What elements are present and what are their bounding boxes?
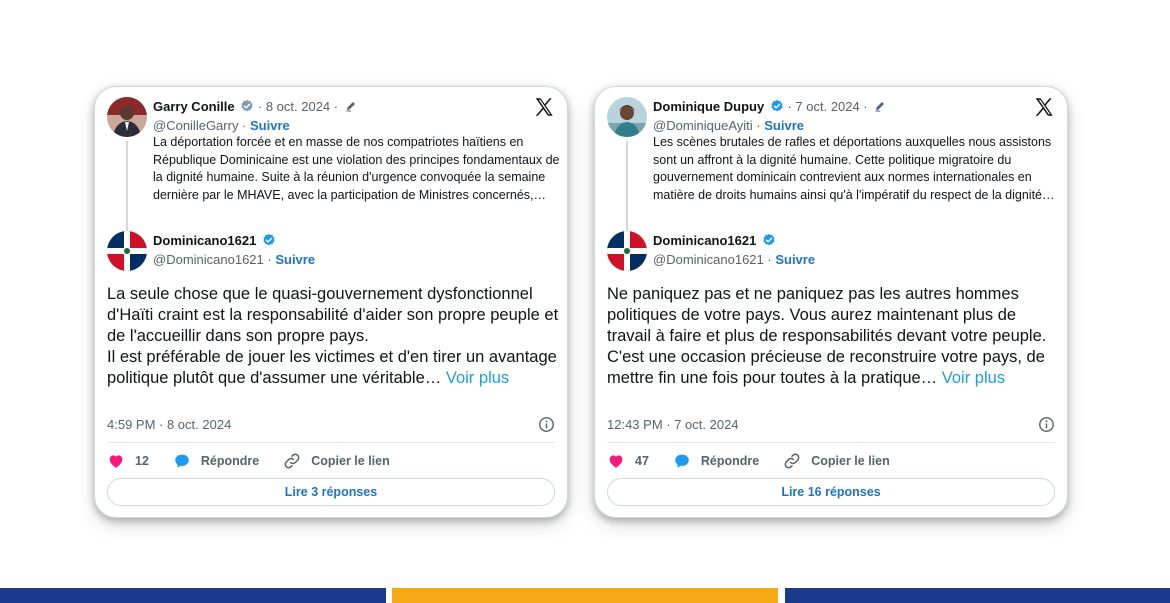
portrait-icon bbox=[607, 97, 647, 137]
reply-button[interactable] bbox=[673, 452, 759, 470]
avatar-garry-conille[interactable] bbox=[107, 97, 147, 137]
action-bar bbox=[107, 451, 414, 471]
follow-button[interactable]: Suivre bbox=[764, 118, 804, 133]
divider bbox=[607, 442, 1055, 443]
post-date[interactable]: · 8 oct. 2024 · bbox=[257, 99, 339, 114]
tweet-text bbox=[107, 284, 559, 389]
like-button[interactable] bbox=[107, 452, 149, 470]
read-replies-button[interactable]: Lire 16 réponses bbox=[607, 478, 1055, 506]
copy-link-label: Copier le lien bbox=[311, 454, 390, 468]
footer-bar-yellow bbox=[392, 588, 778, 603]
thread-line bbox=[126, 141, 128, 236]
author-name[interactable]: Garry Conille bbox=[153, 99, 235, 114]
link-icon bbox=[283, 452, 301, 470]
verified-badge-icon bbox=[262, 233, 276, 247]
tweet-body: La seule chose que le quasi-gouvernement dysfonctionnel d'Haïti craint est la responsabilité d'aider son propre peuple et de l'accueillir dans son propre pays. Il est préférable de jouer les victimes et d'en tirer un avantage politique plutôt que d'assumer une véritable… bbox=[107, 285, 559, 387]
author-handle[interactable]: @DominiqueAyiti · bbox=[653, 118, 761, 133]
tweet-text bbox=[607, 284, 1059, 389]
author-name[interactable]: Dominique Dupuy bbox=[653, 99, 765, 114]
tweet-timestamp[interactable]: 4:59 PM · 8 oct. 2024 bbox=[107, 417, 232, 432]
footer-bar-blue-left bbox=[0, 588, 386, 603]
reply-author-handle[interactable]: @Dominicano1621 · bbox=[153, 252, 272, 267]
dominican-flag-icon bbox=[607, 231, 647, 271]
post-date[interactable]: · 7 oct. 2024 · bbox=[787, 99, 868, 114]
tweet-body: Ne paniquez pas et ne paniquez pas les autres hommes politiques de votre pays. Vous aurez maintenant plus de travail à faire et plus de responsabilités devant votre peuple. C'est une occasion précieuse de reconstruire votre pays, de mettre fin une fois pour toutes à la pratique… bbox=[607, 285, 1047, 387]
footer-bar-blue-right bbox=[785, 588, 1170, 603]
x-logo-icon[interactable] bbox=[1033, 96, 1055, 118]
verified-badge-icon bbox=[240, 99, 254, 113]
reply-author-line bbox=[153, 232, 276, 249]
portrait-icon bbox=[107, 97, 147, 137]
author-handle[interactable]: @ConilleGarry · bbox=[153, 118, 247, 133]
info-icon[interactable] bbox=[1038, 416, 1055, 433]
reply-author-handle[interactable]: @Dominicano1621 · bbox=[653, 252, 772, 267]
edited-pencil-icon bbox=[874, 100, 886, 112]
reply-handle-line bbox=[653, 251, 815, 268]
reply-bubble-icon bbox=[173, 452, 191, 470]
see-more-link[interactable]: Voir plus bbox=[941, 369, 1006, 387]
info-icon[interactable] bbox=[538, 416, 555, 433]
reply-button[interactable] bbox=[173, 452, 259, 470]
dominican-flag-icon bbox=[107, 231, 147, 271]
reply-author-name[interactable]: Dominicano1621 bbox=[153, 233, 257, 248]
x-logo-icon[interactable] bbox=[533, 96, 555, 118]
avatar-dominicano1621[interactable] bbox=[107, 231, 147, 271]
like-count: 12 bbox=[135, 454, 149, 468]
original-tweet-text: Les scènes brutales de rafles et déportations auxquelles nous assistons sont un affront à la dignité humaine. Cette politique migratoire du gouvernement dominicain contrevient aux normes internationales en matière de droits humains ainsi qu'à l'impératif du respect de la dignité… bbox=[653, 135, 1055, 202]
heart-icon bbox=[107, 452, 125, 470]
reply-label: Répondre bbox=[200, 454, 260, 468]
follow-button[interactable]: Suivre bbox=[250, 118, 290, 133]
reply-author-line bbox=[653, 232, 776, 249]
tweet-embed-card bbox=[94, 86, 568, 518]
original-handle-line bbox=[653, 117, 804, 134]
read-replies-button[interactable]: Lire 3 réponses bbox=[107, 478, 555, 506]
follow-button[interactable]: Suivre bbox=[275, 252, 316, 267]
see-more-link[interactable]: Voir plus bbox=[445, 369, 510, 387]
reply-handle-line bbox=[153, 251, 315, 268]
reply-label: Répondre bbox=[700, 454, 760, 468]
avatar-dominicano1621[interactable] bbox=[607, 231, 647, 271]
copy-link-button[interactable] bbox=[783, 452, 890, 470]
original-header bbox=[653, 98, 886, 115]
thread-line bbox=[626, 141, 628, 236]
action-bar bbox=[607, 451, 914, 471]
tweet-embed-card bbox=[594, 86, 1068, 518]
original-handle-line bbox=[153, 117, 290, 134]
avatar-dominique-dupuy[interactable] bbox=[607, 97, 647, 137]
tweet-timestamp[interactable]: 12:43 PM · 7 oct. 2024 bbox=[607, 417, 739, 432]
verified-badge-icon bbox=[770, 99, 784, 113]
reply-bubble-icon bbox=[673, 452, 691, 470]
like-button[interactable] bbox=[607, 452, 649, 470]
edited-pencil-icon bbox=[345, 100, 357, 112]
follow-button[interactable]: Suivre bbox=[775, 252, 816, 267]
original-header bbox=[153, 98, 357, 115]
reply-author-name[interactable]: Dominicano1621 bbox=[653, 233, 757, 248]
copy-link-button[interactable] bbox=[283, 452, 390, 470]
like-count: 47 bbox=[635, 454, 649, 468]
divider bbox=[107, 442, 555, 443]
original-tweet-text: La déportation forcée et en masse de nos compatriotes haïtiens en République Dominicaine est une violation des principes fondamentaux de la dignité humaine. Suite à la réunion d'urgence convoquée la semaine dernière par le MHAVE, avec la participation de Ministres concernés,… bbox=[153, 135, 560, 202]
heart-icon bbox=[607, 452, 625, 470]
link-icon bbox=[783, 452, 801, 470]
copy-link-label: Copier le lien bbox=[811, 454, 890, 468]
verified-badge-icon bbox=[762, 233, 776, 247]
